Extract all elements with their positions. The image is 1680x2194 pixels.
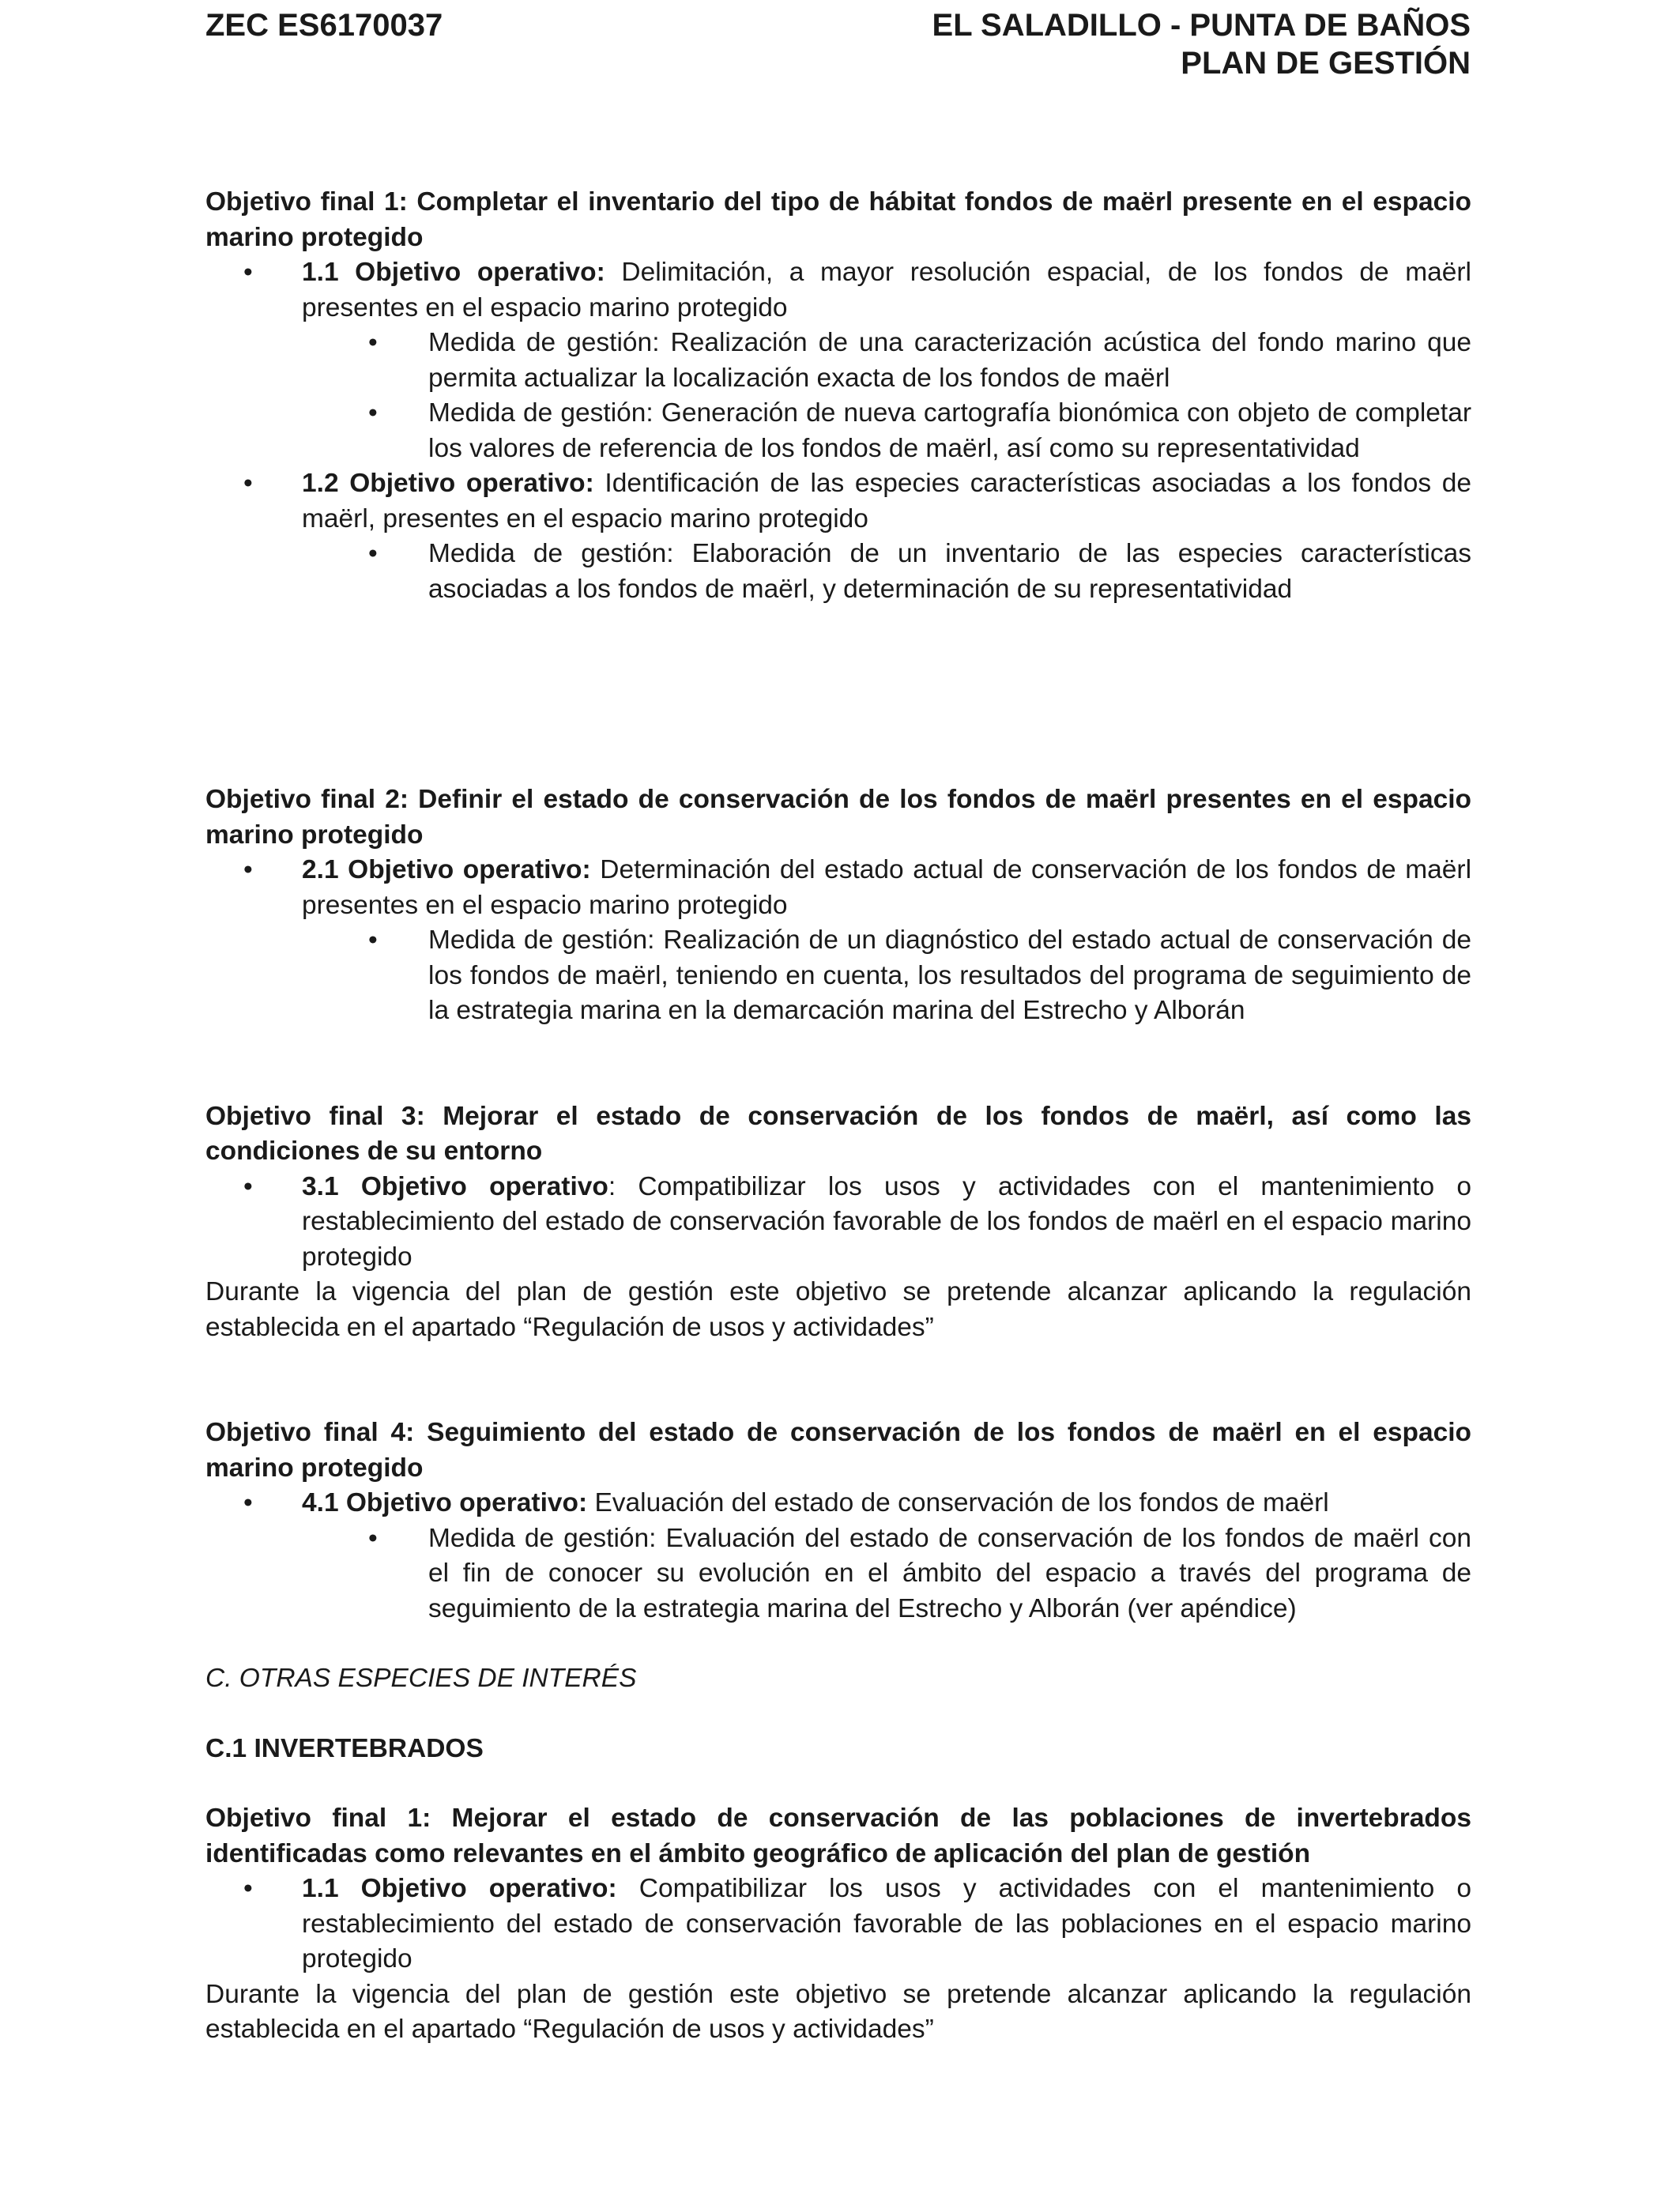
- measure-text: Medida de gestión: Generación de nueva cartografía bionómica con objeto de completar los valores de referencia de los fondos de maërl, así como su representatividad: [428, 398, 1471, 463]
- invertebrates-objective-1-title: Objetivo final 1: Mejorar el estado de conservación de las poblaciones de invertebrados identificadas como relevantes en el ámbito geográfico de aplicación del plan de gestión: [205, 1804, 1471, 1868]
- bullet-icon: •: [368, 328, 378, 357]
- operational-label: 1.2 Objetivo operativo:: [302, 469, 594, 498]
- operational-objective-1-2: [243, 466, 1471, 607]
- spacer: [205, 1697, 1471, 1732]
- measures-list: [302, 326, 1471, 466]
- invertebrates-objective-1-list: [205, 1872, 1471, 1977]
- bullet-icon: •: [243, 469, 253, 498]
- operational-label: 2.1 Objetivo operativo:: [302, 855, 591, 884]
- objective-3-note: Durante la vigencia del plan de gestión este objetivo se pretende alcanzar aplicando la regulación establecida en el apartado “Regulación de usos y actividades”: [205, 1277, 1471, 1342]
- bullet-icon: •: [243, 1874, 253, 1903]
- measure-text: Medida de gestión: Evaluación del estado de conservación de los fondos de maërl con el fin de conocer su evolución en el ámbito del espacio a través del programa de seguimiento de la estrategia marina del Estrecho y Alborán (ver apéndice): [428, 1523, 1471, 1623]
- section-c1-heading: C.1 INVERTEBRADOS: [205, 1733, 484, 1763]
- section-c-heading: C. OTRAS ESPECIES DE INTERÉS: [205, 1664, 637, 1693]
- operational-text: Evaluación del estado de conservación de los fondos de maërl: [587, 1488, 1329, 1517]
- operational-text: Determinación del estado actual de conservación de los fondos de maërl presentes en el espacio marino protegido: [302, 855, 1472, 920]
- operational-objective-3-1: [243, 1170, 1471, 1276]
- management-measure: [368, 1521, 1471, 1627]
- bullet-icon: •: [368, 398, 378, 428]
- objective-4-list: [205, 1486, 1471, 1627]
- objective-1-list: [205, 255, 1471, 607]
- management-measure: [368, 923, 1471, 1029]
- header-code: ZEC ES6170037: [205, 8, 443, 43]
- header-site-name: EL SALADILLO - PUNTA DE BAÑOS: [932, 8, 1471, 43]
- measures-list: [302, 1521, 1471, 1627]
- spacer: [205, 1627, 1471, 1661]
- operational-label: 4.1 Objetivo operativo:: [302, 1488, 588, 1517]
- operational-text: : Compatibilizar los usos y actividades con el mantenimiento o restablecimiento del estado de conservación favorable de los fondos de maërl en el espacio marino protegido: [302, 1171, 1471, 1272]
- operational-objective-c-1-1: [243, 1872, 1472, 1977]
- bullet-icon: •: [368, 1523, 378, 1553]
- header-doc-type: PLAN DE GESTIÓN: [1181, 46, 1471, 81]
- objective-2-title: Objetivo final 2: Definir el estado de conservación de los fondos de maërl presentes en el espacio marino protegido: [205, 785, 1471, 850]
- invertebrates-objective-1-note: Durante la vigencia del plan de gestión este objetivo se pretende alcanzar aplicando la regulación establecida en el apartado “Regulación de usos y actividades”: [205, 1979, 1471, 2044]
- objective-3-list: [205, 1170, 1471, 1276]
- objective-2-list: [205, 853, 1471, 1029]
- bullet-icon: •: [368, 539, 378, 568]
- management-measure: [368, 326, 1471, 396]
- spacer: [205, 1766, 1471, 1801]
- measure-text: Medida de gestión: Realización de un diagnóstico del estado actual de conservación de los fondos de maërl, teniendo en cuenta, los resultados del programa de seguimiento de la estrategia marina en la demarcación marina del Estrecho y Alborán: [428, 925, 1471, 1025]
- management-measure: [368, 537, 1471, 607]
- operational-text: Identificación de las especies características asociadas a los fondos de maërl, presentes en el espacio marino protegido: [302, 469, 1471, 533]
- measure-text: Medida de gestión: Elaboración de un inventario de las especies características asociadas a los fondos de maërl, y determinación de su representatividad: [428, 539, 1471, 604]
- bullet-icon: •: [243, 1488, 253, 1517]
- spacer: [205, 607, 1471, 782]
- objective-3-title: Objetivo final 3: Mejorar el estado de conservación de los fondos de maërl, así como las condiciones de su entorno: [205, 1101, 1471, 1166]
- measure-text: Medida de gestión: Realización de una caracterización acústica del fondo marino que permita actualizar la localización exacta de los fondos de maërl: [428, 328, 1471, 393]
- bullet-icon: •: [243, 258, 253, 287]
- objective-1-title: Objetivo final 1: Completar el inventario del tipo de hábitat fondos de maërl presente en el espacio marino protegido: [205, 187, 1471, 252]
- operational-objective-2-1: [243, 853, 1472, 1029]
- operational-text: Compatibilizar los usos y actividades con el mantenimiento o restablecimiento del estado de conservación favorable de las poblaciones en el espacio marino protegido: [302, 1874, 1472, 1973]
- management-measure: [368, 396, 1471, 466]
- spacer: [205, 1345, 1471, 1416]
- operational-label: 1.1 Objetivo operativo:: [302, 258, 605, 287]
- operational-objective-1-1: [243, 255, 1471, 466]
- spacer: [205, 1029, 1471, 1099]
- operational-label: 3.1 Objetivo operativo: [302, 1171, 608, 1201]
- operational-text: Delimitación, a mayor resolución espacial, de los fondos de maërl presentes en el espacio marino protegido: [302, 258, 1471, 322]
- document-body: [205, 185, 1471, 2048]
- objective-4-title: Objetivo final 4: Seguimiento del estado de conservación de los fondos de maërl en el espacio marino protegido: [205, 1418, 1471, 1483]
- operational-objective-4-1: [243, 1486, 1471, 1627]
- measures-list: [302, 537, 1471, 607]
- bullet-icon: •: [368, 925, 378, 955]
- operational-label: 1.1 Objetivo operativo:: [302, 1874, 617, 1903]
- bullet-icon: •: [243, 1171, 253, 1201]
- measures-list: [302, 923, 1471, 1029]
- header-title: [932, 6, 1471, 82]
- bullet-icon: •: [243, 855, 253, 884]
